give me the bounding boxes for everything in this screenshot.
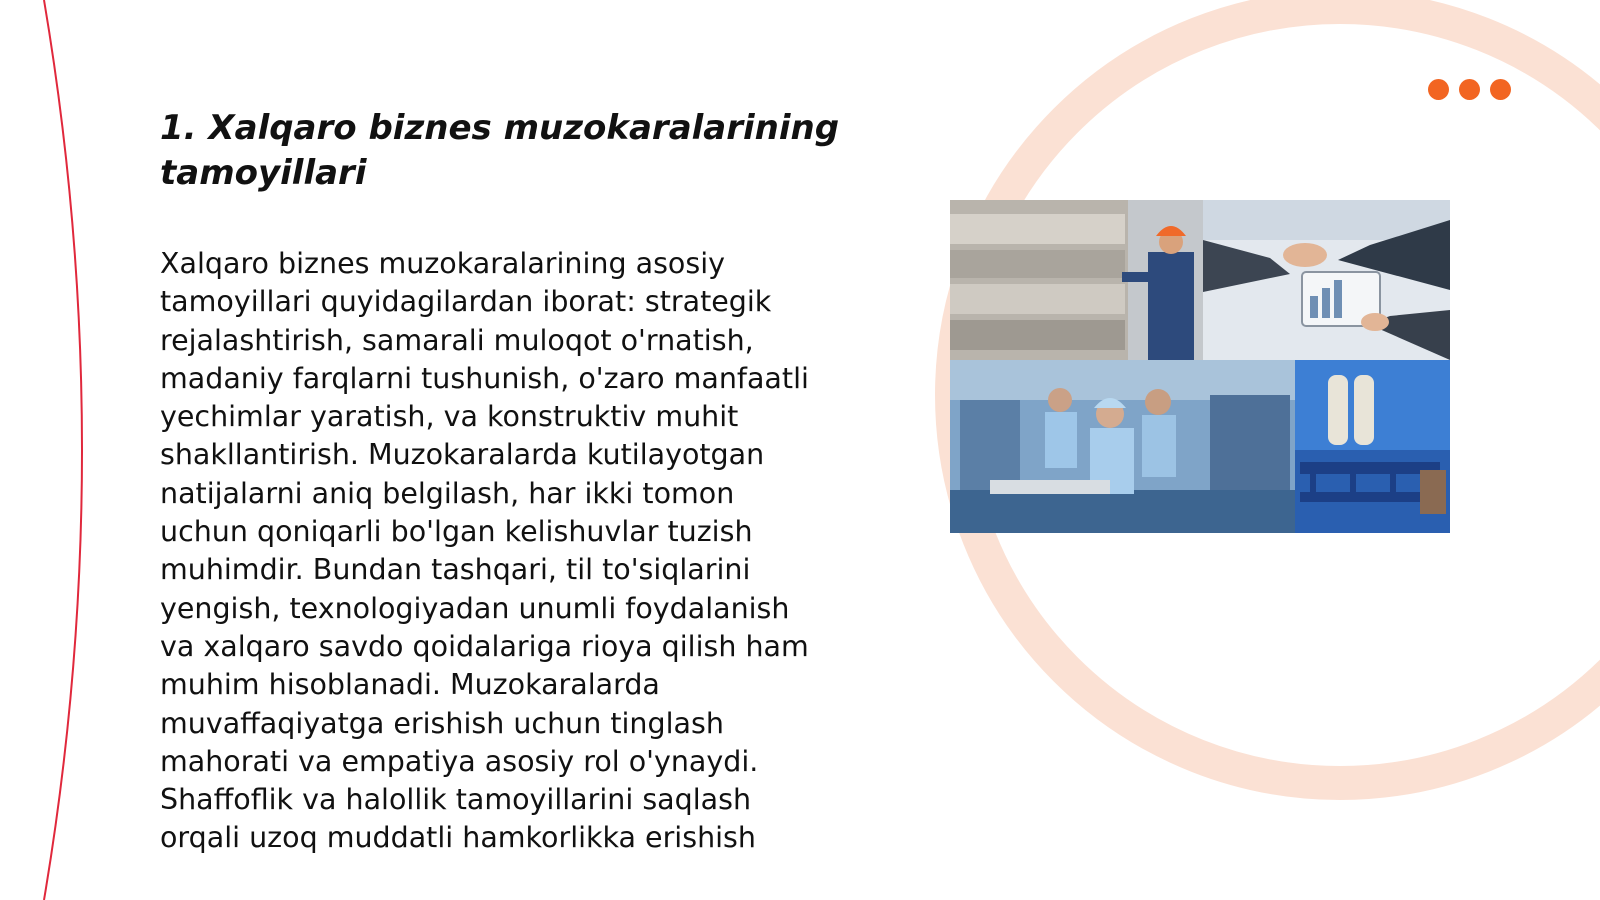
slide-body-text: Xalqaro biznes muzokaralarining asosiy tamoyillari quyidagilardan iborat: strategik rejalashtirish, samarali muloqot o'rnatish, madaniy farqlarni tushunish, o'zaro manfaatli yechimlar yaratish, va konstruktiv muhit shakllantirish. Muzokaralarda kutilayotgan natijalarni aniq belgilash, har ikki tomon uchun qoniqarli bo'lgan kelishuvlar tuzish muhimdir. Bundan tashqari, til to'siqlarini yengish, texnologiyadan unumli foydalanish va xalqaro savdo qoidalariga rioya qilish ham muhim hisoblanadi. Muzokaralarda muvaffaqiyatga erishish uchun tinglash mahorati va empatiya asosiy rol o'ynaydi. Shaffoflik va halollik tamoyillarini saqlash orqali uzoq muddatli hamkorlikka erishish xyxy=(160,247,809,855)
dot-3 xyxy=(1490,79,1511,100)
photo-industrial-plant xyxy=(1295,360,1450,533)
dot-1 xyxy=(1428,79,1449,100)
dot-2 xyxy=(1459,79,1480,100)
photo-construction-worker xyxy=(950,200,1203,360)
industry-photo-collage xyxy=(950,200,1450,533)
slide-title: 1. Xalqaro biznes muzokaralarining tamoyillari xyxy=(160,108,840,193)
ellipsis-dots-icon xyxy=(1428,79,1511,100)
left-curve-line xyxy=(44,0,82,900)
photo-handshake-tablet xyxy=(1203,200,1450,360)
photo-textile-factory xyxy=(950,360,1295,533)
